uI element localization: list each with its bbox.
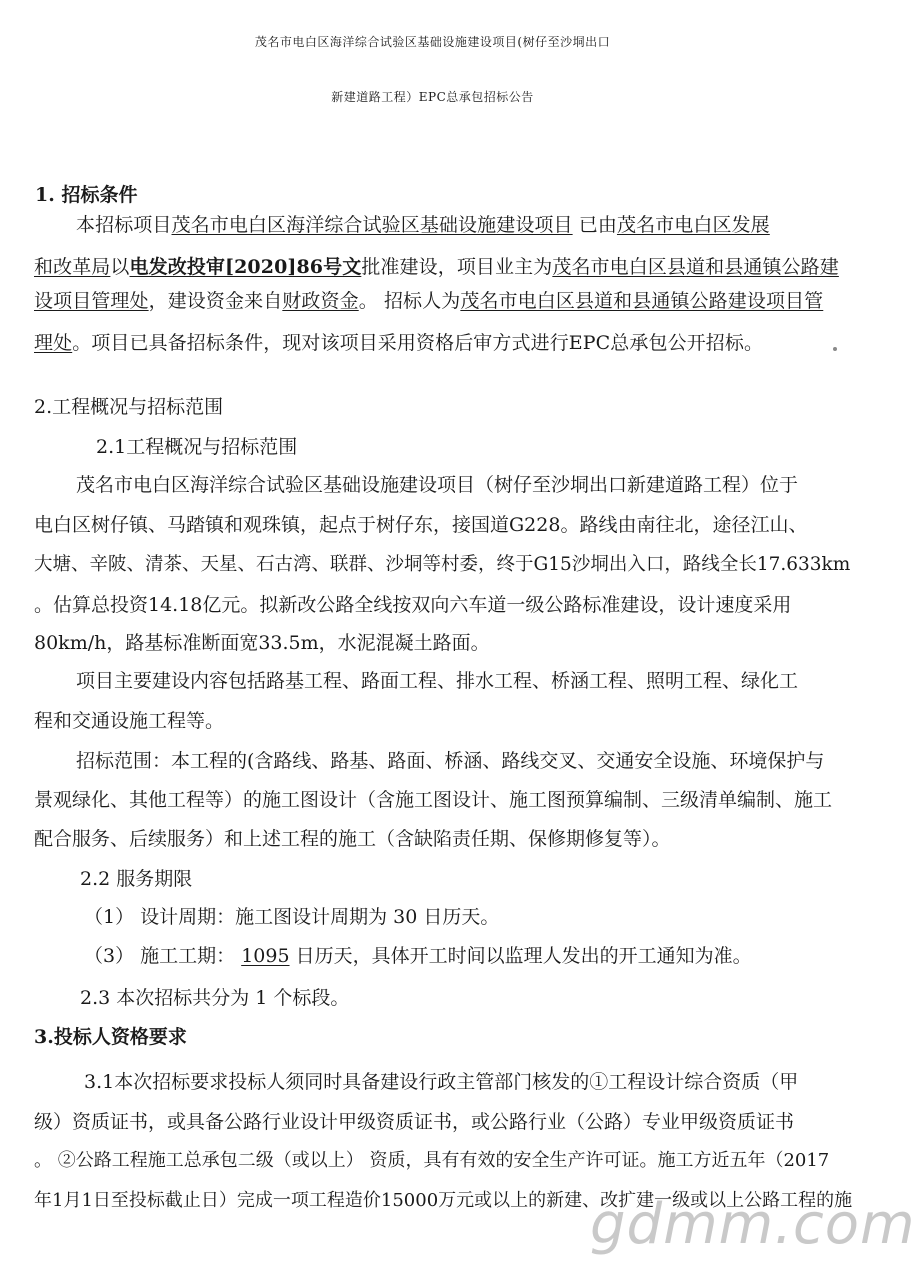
section-1-heading: 1. 招标条件 — [35, 184, 138, 206]
tenderer-name: 茂名市电白区县道和县通镇公路建设项目管 — [460, 290, 824, 312]
approval-doc-number: 电发改投审[2020]86号文 — [129, 256, 362, 278]
section-2-2-heading: 2.2 服务期限 — [80, 868, 193, 890]
approver-name: 茂名市电白区发展 — [616, 214, 770, 236]
text-run: 批准建设，项目业主为 — [361, 256, 553, 278]
scan-speck — [833, 347, 837, 351]
section-2-line-5: 80km/h，路基标准断面宽33.5m，水泥混凝土路面。 — [34, 632, 490, 654]
tenderer-name-cont: 理处 — [34, 332, 73, 354]
text-run: 本招标项目 — [76, 214, 172, 236]
section-3-heading: 3.投标人资格要求 — [34, 1026, 187, 1048]
section-2-line-6: 项目主要建设内容包括路基工程、路面工程、排水工程、桥涵工程、照明工程、绿化工 — [76, 670, 799, 692]
section-1-line-2 — [34, 254, 839, 280]
owner-name-cont: 设项目管理处 — [34, 290, 149, 312]
owner-name: 茂名市电白区县道和县通镇公路建 — [552, 256, 839, 278]
title-line-2: 新建道路工程）EPC总承包招标公告 — [331, 90, 534, 104]
section-2-1-heading: 2.1工程概况与招标范围 — [96, 436, 298, 458]
section-1-line-3 — [34, 288, 823, 314]
section-2-3-heading: 2.3 本次招标共分为 1 个标段。 — [80, 987, 350, 1009]
service-period-item-3 — [84, 943, 752, 969]
section-2-line-3: 大塘、辛陂、清茶、天星、石古湾、联群、沙垌等村委，终于G15沙垌出入口，路线全长17.633km — [34, 554, 851, 575]
text-run: 以 — [110, 256, 130, 278]
section-2-line-4: 。估算总投资14.18亿元。拟新改公路全线按双向六车道一级公路标准建设，设计速度采用 — [34, 594, 792, 616]
section-2-line-8: 招标范围：本工程的(含路线、路基、路面、桥涵、路线交叉、交通安全设施、环境保护与 — [76, 750, 825, 772]
site-watermark: gdmm.com — [590, 1192, 916, 1257]
text-run: 。 招标人为 — [358, 290, 461, 312]
section-3-line-4: 年1月1日至投标截止日）完成一项工程造价15000万元或以上的新建、改扩建一级或以上公路工程的施 — [34, 1190, 853, 1211]
text-run: 日历天，具体开工时间以监理人发出的开工通知为准。 — [295, 945, 752, 967]
section-3-line-1: 3.1本次招标要求投标人须同时具备建设行政主管部门核发的①工程设计综合资质（甲 — [84, 1071, 799, 1093]
section-2-line-2: 电白区树仔镇、马踏镇和观珠镇，起点于树仔东，接国道G228。路线由南往北，途径江山、 — [34, 514, 808, 536]
section-2-line-9: 景观绿化、其他工程等）的施工图设计（含施工图设计、施工图预算编制、三级清单编制、施工 — [34, 789, 833, 811]
section-1-line-4 — [34, 330, 763, 356]
section-1-line-1 — [76, 212, 770, 238]
section-2-line-10: 配合服务、后续服务）和上述工程的施工（含缺陷责任期、保修期修复等）。 — [34, 828, 671, 850]
project-name: 茂名市电白区海洋综合试验区基础设施建设项目 — [171, 214, 573, 236]
section-2-heading: 2.工程概况与招标范围 — [34, 396, 224, 418]
text-run: ，建设资金来自 — [148, 290, 283, 312]
section-3-line-2: 级）资质证书，或具备公路行业设计甲级资质证书，或公路行业（公路）专业甲级资质证书 — [34, 1111, 795, 1133]
construction-days: 1095 — [241, 945, 290, 967]
fund-source: 财政资金 — [282, 290, 359, 312]
service-period-item-1: （1） 设计周期：施工图设计周期为 30 日历天。 — [84, 906, 500, 928]
text-run: （3） 施工工期： — [84, 945, 236, 967]
section-2-line-1: 茂名市电白区海洋综合试验区基础设施建设项目（树仔至沙垌出口新建道路工程）位于 — [76, 474, 799, 496]
approver-name-cont: 和改革局 — [34, 256, 111, 278]
text-run: 已由 — [578, 214, 617, 236]
section-2-line-7: 程和交通设施工程等。 — [34, 710, 225, 732]
section-3-line-3: 。 ②公路工程施工总承包二级（或以上） 资质，具有有效的安全生产许可证。施工方近五年（2017 — [34, 1150, 830, 1171]
text-run: 。项目已具备招标条件，现对该项目采用资格后审方式进行EPC总承包公开招标。 — [72, 332, 764, 354]
title-line-1: 茂名市电白区海洋综合试验区基础设施建设项目(树仔至沙垌出口 — [254, 35, 611, 49]
